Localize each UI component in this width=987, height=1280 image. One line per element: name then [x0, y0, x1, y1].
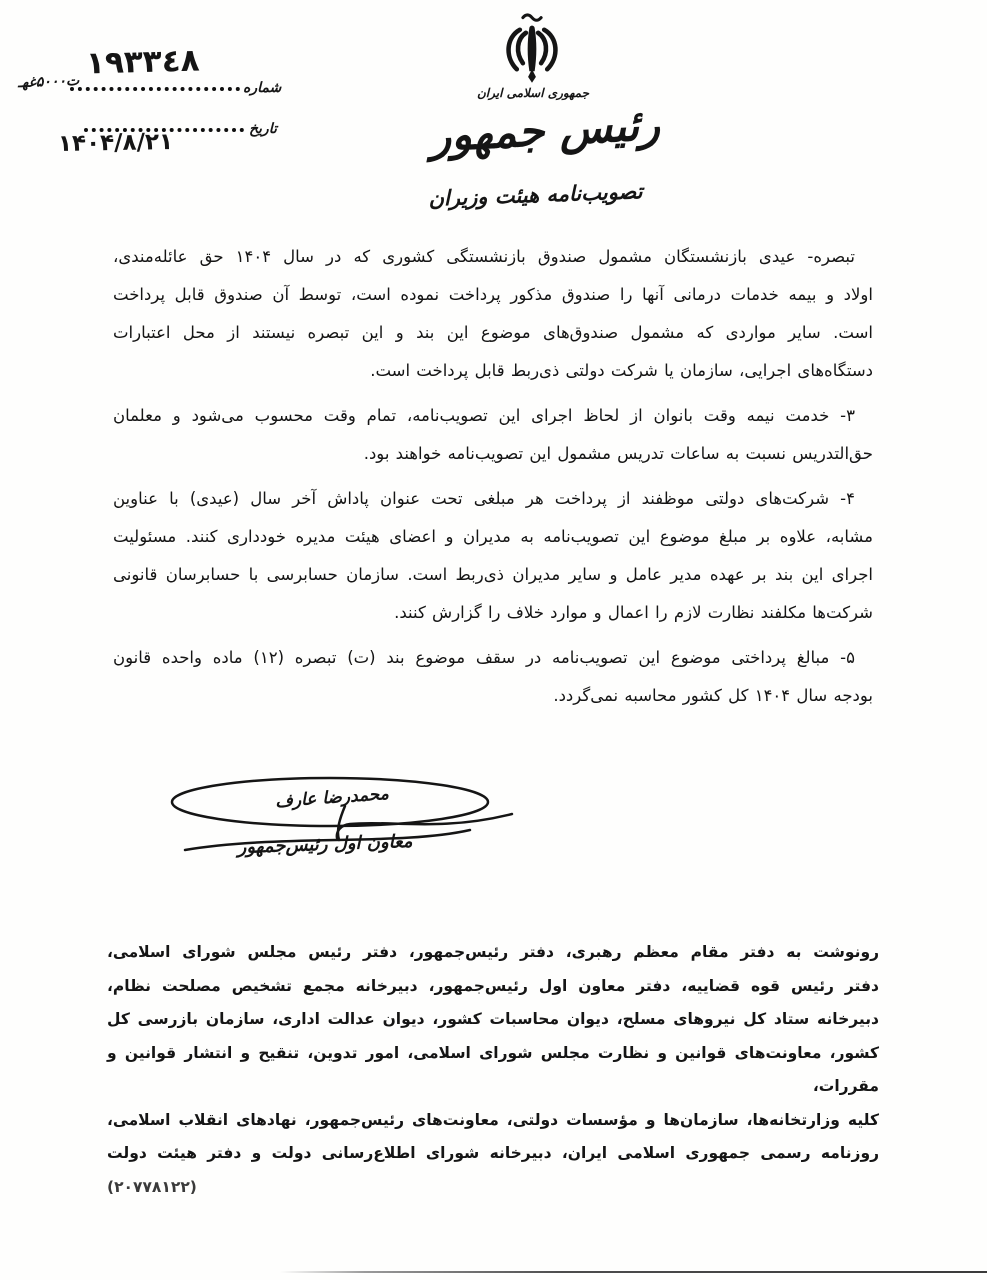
- country-name: جمهوری اسلامی ایران: [476, 86, 590, 100]
- paragraph-tabsareh: [113, 238, 873, 390]
- body-line: تبصره- عیدی بازنشستگان مشمول صندوق بازنشستگی کشوری که در سال ۱۴۰۴ حق عائله‌مندی،: [113, 247, 855, 266]
- distribution-list: [107, 936, 879, 1204]
- reference-number: (۲۰۷۷۸۱۲۲): [107, 1177, 197, 1196]
- body-line: ۵- مبالغ پرداختی موضوع این تصویب‌نامه در سقف موضوع بند (ت) تبصره (۱۲) ماده واحده قانون: [113, 648, 855, 667]
- body-line: دستگاه‌های اجرایی، سازمان یا شرکت دولتی ذی‌ربط قابل پرداخت است.: [370, 361, 873, 380]
- distribution-line: دفتر رئیس قوه قضاییه، دفتر معاون اول رئیس‌جمهور، دبیرخانه مجمع تشخیص مصلحت نظام،: [107, 976, 879, 995]
- body-line: حق‌التدریس نسبت به ساعات تدریس مشمول این تصویب‌نامه خواهند بود.: [363, 444, 873, 463]
- body-line: اجرای این بند بر عهده مدیر عامل و سایر مدیران ذی‌ربط است. سازمان حسابرسی با حسابرسان قانونی: [113, 565, 873, 584]
- date-label: تاریخ: [249, 121, 277, 137]
- signatory-title: معاون اول رئیس‌جمهور: [237, 830, 413, 859]
- body-line: بودجه سال ۱۴۰۴ کل کشور محاسبه نمی‌گردد.: [553, 686, 873, 705]
- number-dotted-line: [70, 78, 240, 91]
- distribution-line: رونوشت به دفتر مقام معظم رهبری، دفتر رئیس‌جمهور، دفتر رئیس مجلس شورای اسلامی،: [107, 943, 879, 961]
- distribution-line: کشور، معاونت‌های قوانین و نظارت مجلس شورای اسلامی، امور تدوین، تنقیح و انتشار قوانین و مقررات،: [107, 1043, 879, 1095]
- handwritten-date: ۱۴۰۴/۸/۲۱: [57, 128, 174, 158]
- body-line: ۳- خدمت نیمه وقت بانوان از لحاظ اجرای این تصویب‌نامه، تمام وقت محسوب می‌شود و معلمان: [113, 406, 855, 425]
- handwritten-number-suffix: ت۵۰۰۰غهـ: [17, 72, 80, 92]
- body-line: مشابه، علاوه بر مبلغ موضوع این تصویب‌نامه به مدیران و اعضای هیئت مدیره خودداری کنند. مسئولیت: [113, 527, 873, 546]
- number-label: شماره: [243, 80, 282, 96]
- distribution-line: دبیرخانه ستاد کل نیروهای مسلح، دیوان محاسبات کشور، دیوان عدالت اداری، سازمان بازرسی کل: [107, 1010, 879, 1028]
- body-line: ۴- شرکت‌های دولتی موظفند از پرداخت هر مبلغی تحت عنوان پاداش آخر سال (عیدی) با عناوین: [113, 489, 855, 508]
- body-line: است. سایر مواردی که مشمول صندوق‌های موضوع این بند و این تبصره نیستند از محل اعتبارات: [113, 323, 873, 342]
- scan-edge-line: [280, 1271, 987, 1273]
- body-line: شرکت‌ها مکلفند نظارت لازم را اعمال و موارد خلاف را گزارش کنند.: [394, 603, 873, 622]
- iran-emblem-icon: [492, 10, 572, 86]
- handwritten-document-number: ١٩٣٣٤٨: [85, 42, 200, 82]
- office-title-calligraphy: رئیس جمهور: [428, 100, 662, 162]
- signatory-name: محمدرضا عارف: [274, 784, 390, 812]
- paragraph-item-3: [113, 397, 873, 473]
- distribution-line: روزنامه رسمی جمهوری اسلامی ایران، دبیرخانه شورای اطلاع‌رسانی دولت و دفتر هیئت دولت: [107, 1144, 879, 1162]
- paragraph-item-4: [113, 480, 873, 632]
- distribution-line: کلیه وزارتخانه‌ها، سازمان‌ها و مؤسسات دولتی، معاونت‌های رئیس‌جمهور، نهادهای انقلاب اسلامی،: [107, 1110, 879, 1129]
- paragraph-item-5: [113, 639, 873, 715]
- body-line: اولاد و بیمه خدمات درمانی آنها را صندوق مذکور پرداخت نموده است، توسط آن صندوق قابل پرداخت: [113, 285, 873, 304]
- signature-block: [140, 772, 520, 887]
- document-type-title: تصویب‌نامه هیئت وزیران: [428, 179, 643, 211]
- document-body: [113, 238, 873, 715]
